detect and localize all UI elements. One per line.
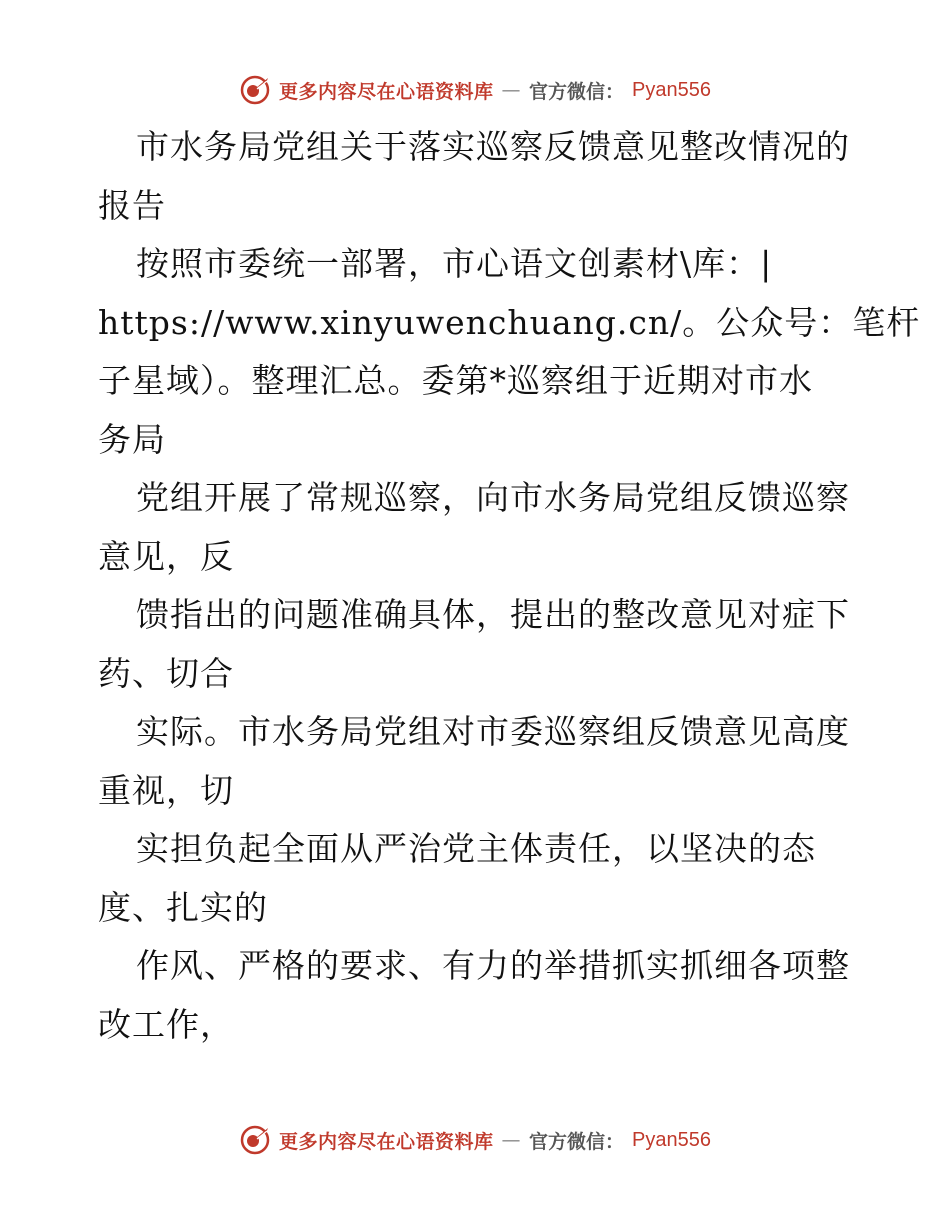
banner-wechat-id: Pyan556 <box>632 1128 711 1151</box>
doc-line: 作风、严格的要求、有力的举措抓实抓细各项整 <box>136 946 850 985</box>
doc-line: 务局 <box>98 419 166 459</box>
brand-logo-icon <box>239 74 271 106</box>
brand-logo-icon <box>239 1124 271 1156</box>
doc-title-line-2: 报告 <box>98 185 166 225</box>
header-banner <box>0 70 950 110</box>
doc-line: 实际。市水务局党组对市委巡察组反馈意见高度 <box>136 712 850 751</box>
banner-wechat-label: 官方微信： <box>529 80 625 103</box>
doc-line: 子星域）。整理汇总。委第*巡察组于近期对市水 <box>98 361 813 400</box>
doc-line: 党组开展了常规巡察，向市水务局党组反馈巡察 <box>136 478 850 517</box>
document-body <box>98 118 921 1054</box>
doc-line: 重视，切 <box>98 770 234 810</box>
doc-line: 按照市委统一部署，市心语文创素材\库：| <box>136 244 773 283</box>
footer-banner <box>0 1120 950 1160</box>
banner-separator: — <box>501 79 522 101</box>
banner-text: 更多内容尽在心语资料库 <box>279 80 494 103</box>
doc-line: 实担负起全面从严治党主体责任，以坚决的态 <box>136 829 816 868</box>
banner-text: 更多内容尽在心语资料库 <box>279 1130 494 1153</box>
doc-line: 改工作， <box>98 1004 234 1044</box>
doc-line: 馈指出的问题准确具体，提出的整改意见对症下 <box>136 595 850 634</box>
doc-line: 药、切合 <box>98 653 234 693</box>
doc-title-line-1: 市水务局党组关于落实巡察反馈意见整改情况的 <box>136 127 850 166</box>
doc-line: 意见，反 <box>98 536 234 576</box>
banner-wechat-label: 官方微信： <box>529 1130 625 1153</box>
banner-wechat-id: Pyan556 <box>632 78 711 101</box>
doc-line: 度、扎实的 <box>98 887 268 927</box>
doc-line: https://www.xinyuwenchuang.cn/。公众号：笔杆 <box>98 302 921 342</box>
banner-separator: — <box>501 1129 522 1151</box>
